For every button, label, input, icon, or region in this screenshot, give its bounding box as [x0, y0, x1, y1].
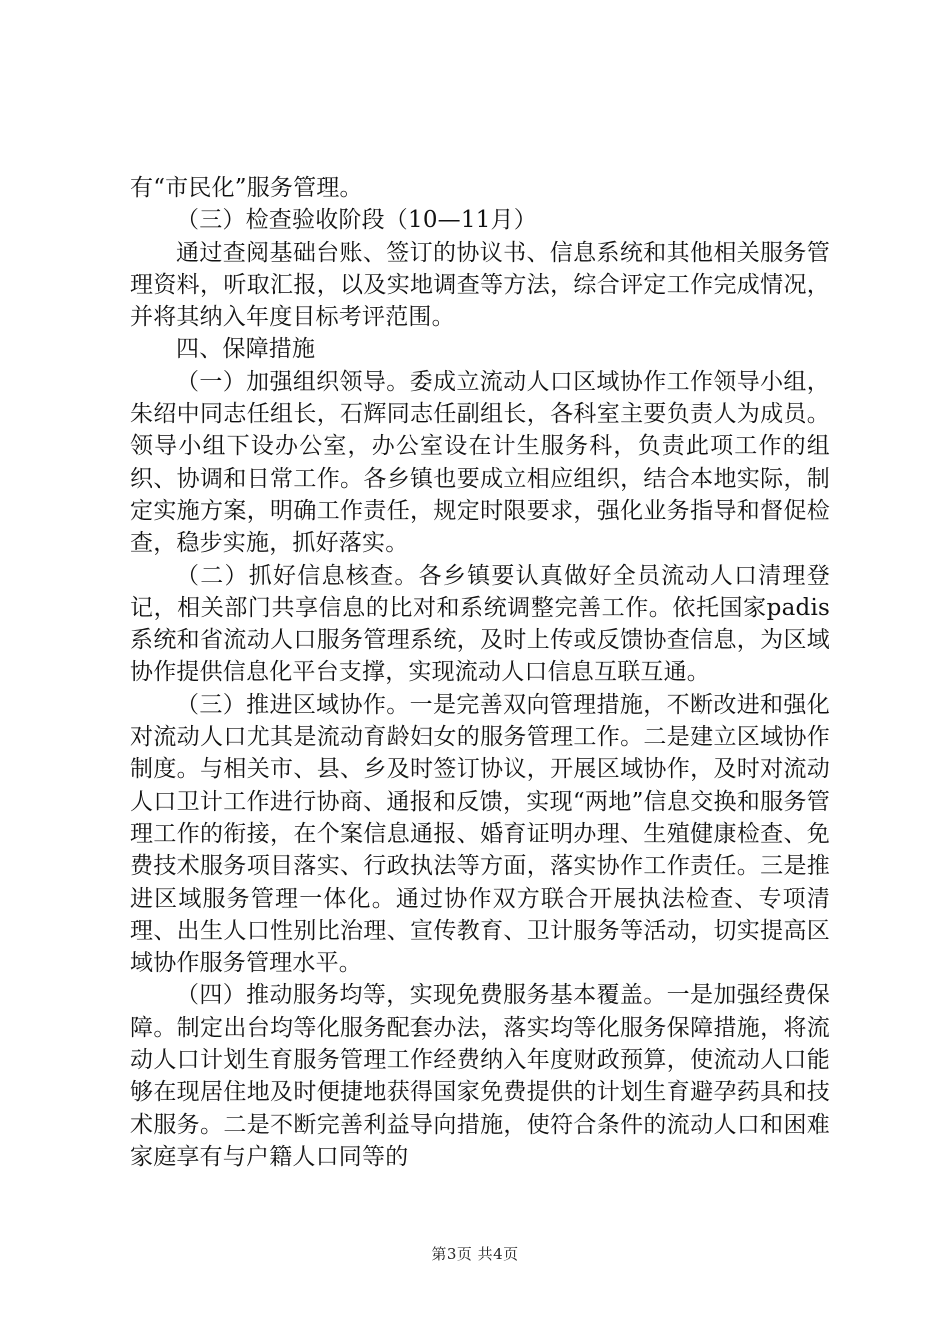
document-body [130, 172, 830, 1173]
paragraph-service-equalization: （四）推动服务均等，实现免费服务基本覆盖。一是加强经费保障。制定出台均等化服务配套办法，落实均等化服务保障措施，将流动人口计划生育服务管理工作经费纳入年度财政预算，使流动人口能够在现居住地及时便捷地获得国家免费提供的计划生育避孕药具和技术服务。二是不断完善利益导向措施，使符合条件的流动人口和困难家庭享有与户籍人口同等的 [130, 982, 830, 1170]
section-heading-safeguards: 四、保障措施 [176, 336, 316, 363]
paragraph-regional-cooperation: （三）推进区域协作。一是完善双向管理措施，不断改进和强化对流动人口尤其是流动育龄妇女的服务管理工作。二是建立区域协作制度。与相关市、县、乡及时签订协议，开展区域协作，及时对流动人口卫计工作进行协商、通报和反馈，实现“两地”信息交换和服务管理工作的衔接，在个案信息通报、婚育证明办理、生殖健康检查、免费技术服务项目落实、行政执法等方面，落实协作工作责任。三是推进区域服务管理一体化。通过协作双方联合开展执法检查、专项清理、出生人口性别比治理、宣传教育、卫计服务等活动，切实提高区域协作服务管理水平。 [130, 691, 830, 977]
paragraph-continuation: 有“市民化”服务管理。 [130, 175, 363, 201]
section-heading-inspection-stage: （三）检查验收阶段（10—11月） [176, 207, 537, 234]
paragraph-information-verification: （二）抓好信息核查。各乡镇要认真做好全员流动人口清理登记，相关部门共享信息的比对和系统调整完善工作。依托国家padis系统和省流动人口服务管理系统，及时上传或反馈协查信息，为区域协作提供信息化平台支撑，实现流动人口信息互联互通。 [130, 562, 830, 686]
paragraph-inspection-method: 通过查阅基础台账、签订的协议书、信息系统和其他相关服务管理资料，听取汇报，以及实地调查等方法，综合评定工作完成情况，并将其纳入年度目标考评范围。 [130, 239, 830, 331]
page-number-footer: 第3页 共4页 [431, 1245, 519, 1263]
paragraph-organization-leadership: （一）加强组织领导。委成立流动人口区域协作工作领导小组，朱绍中同志任组长，石辉同志任副组长，各科室主要负责人为成员。领导小组下设办公室，办公室设在计生服务科，负责此项工作的组织、协调和日常工作。各乡镇也要成立相应组织，结合本地实际，制定实施方案，明确工作责任，规定时限要求，强化业务指导和督促检查，稳步实施，抓好落实。 [130, 368, 830, 557]
